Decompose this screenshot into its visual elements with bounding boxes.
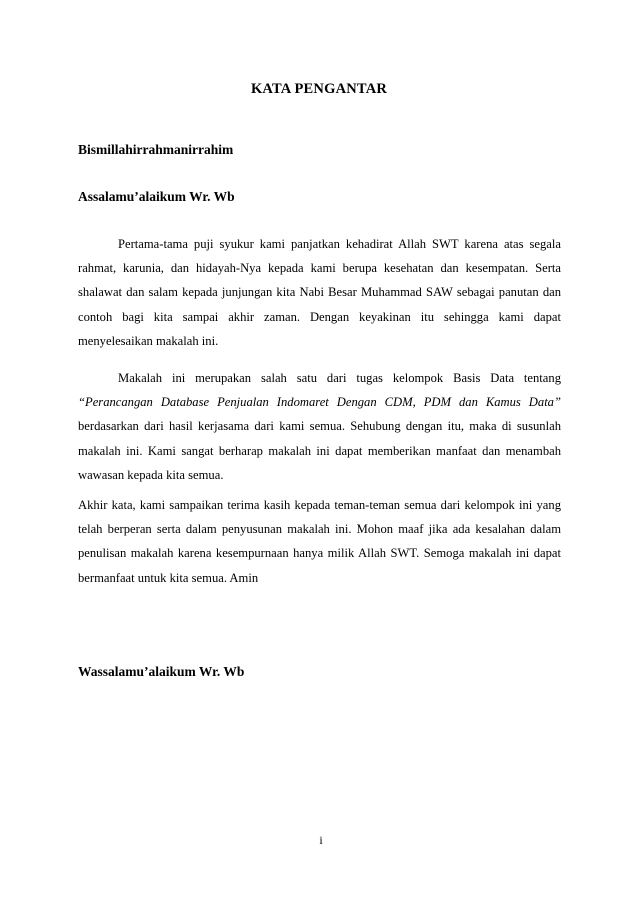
paragraph-purpose: [78, 366, 561, 487]
greeting-line: Assalamu’alaikum Wr. Wb: [78, 189, 235, 204]
page-title: KATA PENGANTAR: [250, 81, 388, 97]
paragraph-gratitude: Pertama-tama puji syukur kami panjatkan kehadirat Allah SWT karena atas segala rahmat, karunia, dan hidayah-Nya kepada kami berupa kesehatan dan kesempatan. Serta shalawat dan salam kepada junjungan kita Nabi Besar Muhammad SAW sebagai panutan dan contoh bagi kita sampai akhir zaman. Dengan keyakinan itu sehingga kami dapat menyelesaikan makalah ini.: [78, 237, 561, 348]
closing-line: Wassalamu’alaikum Wr. Wb: [78, 664, 245, 679]
paper-title-italic: “Perancangan Database Penjualan Indomaret Dengan CDM, PDM dan Kamus Data”: [78, 395, 561, 410]
paragraph-purpose-rest: berdasarkan dari hasil kerjasama dari kami semua. Sehubung dengan itu, maka di susunlah makalah ini. Kami sangat berharap makalah ini dapat memberikan manfaat dan menambah wawasan kepada kita semua.: [78, 419, 561, 482]
opening-line: Bismillahirrahmanirrahim: [78, 142, 234, 157]
paragraph-purpose-intro: Makalah ini merupakan salah satu dari tugas kelompok Basis Data tentang: [118, 371, 561, 385]
paragraph-thanks: Akhir kata, kami sampaikan terima kasih kepada teman-teman semua dari kelompok ini yang telah berperan serta dalam penyusunan makalah ini. Mohon maaf jika ada kesalahan dalam penulisan makalah karena kesempurnaan hanya milik Allah SWT. Semoga makalah ini dapat bermanfaat untuk kita semua. Amin: [78, 498, 561, 585]
page-number: i: [319, 833, 323, 847]
